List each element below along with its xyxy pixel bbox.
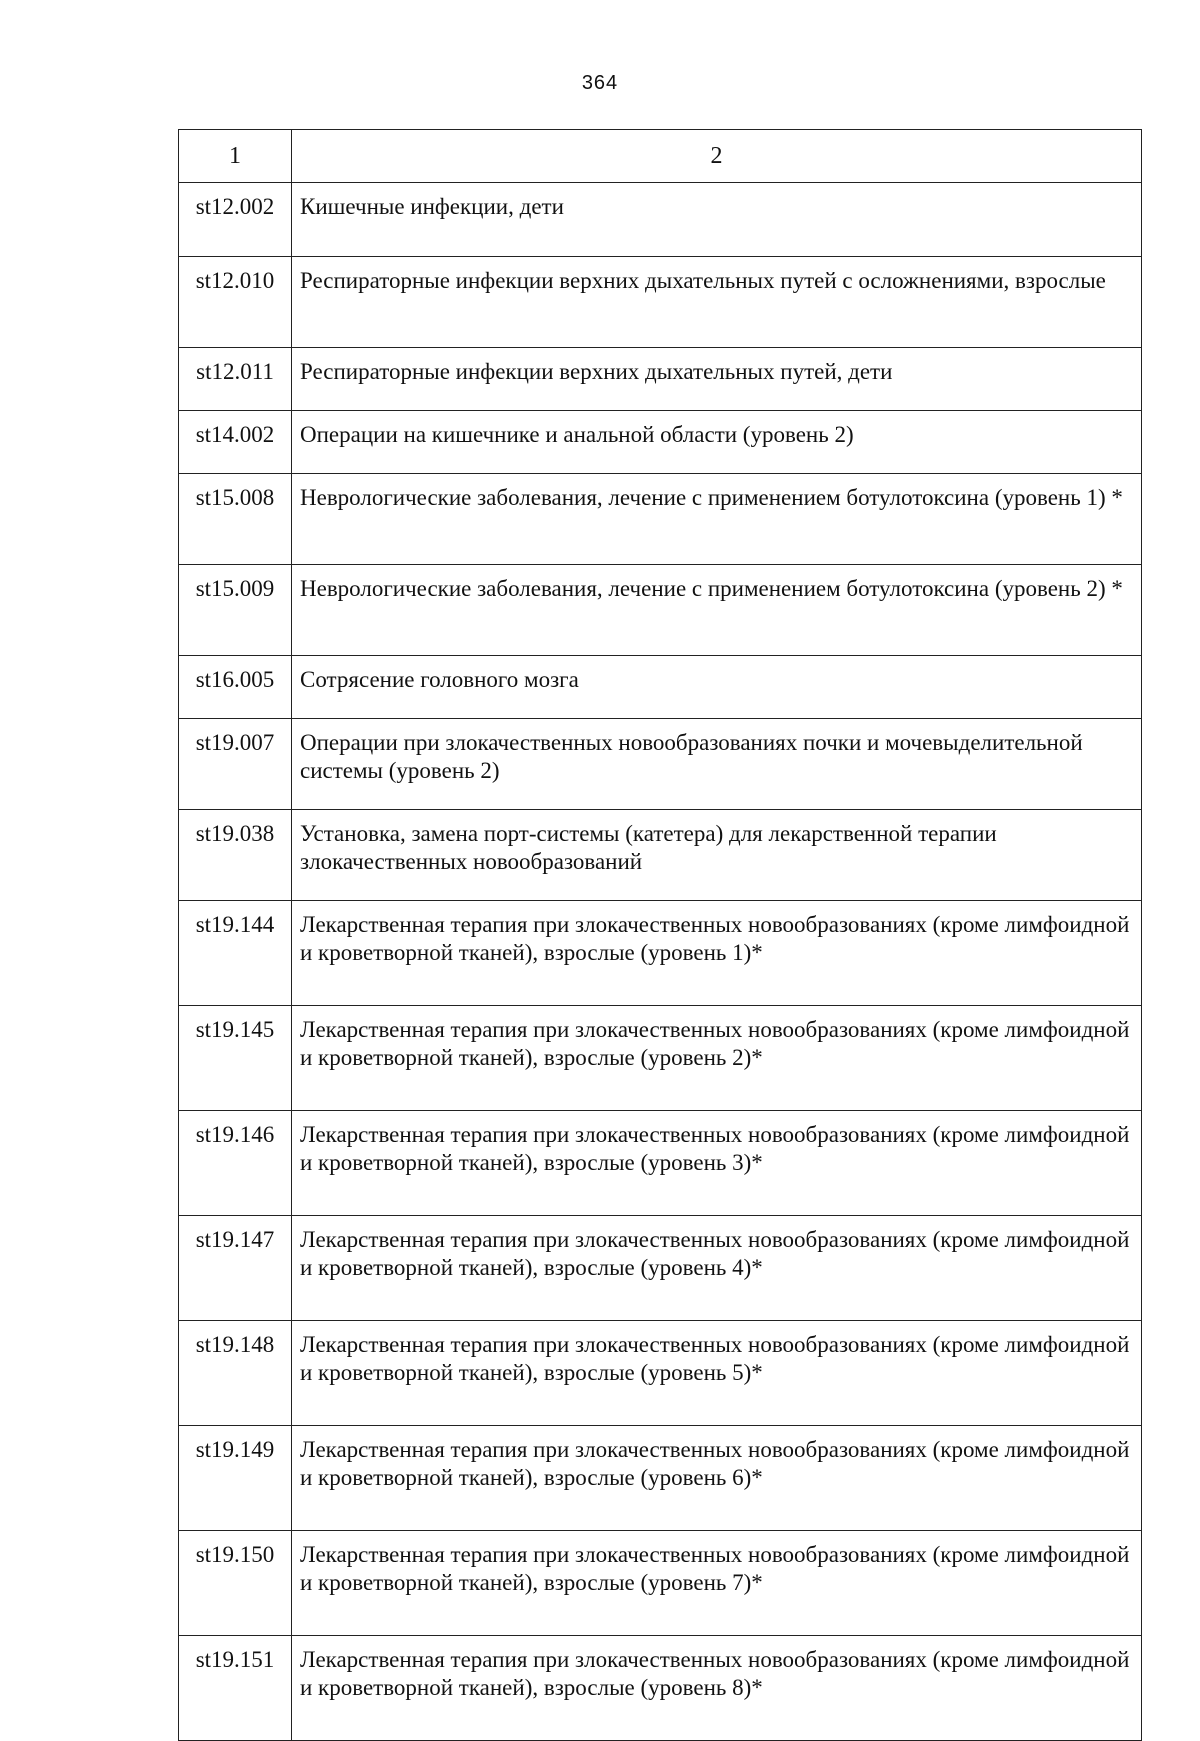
row-name: Лекарственная терапия при злокачественных новообразованиях (кроме лимфоидной и кроветворной тканей), взрослые (уровень 8)* [292, 1636, 1142, 1741]
row-name: Лекарственная терапия при злокачественных новообразованиях (кроме лимфоидной и кроветворной тканей), взрослые (уровень 5)* [292, 1321, 1142, 1426]
row-code: st19.151 [179, 1636, 292, 1741]
page-number: 364 [581, 72, 619, 94]
table-row [179, 565, 1142, 656]
row-name: Операции на кишечнике и анальной области (уровень 2) [292, 411, 1142, 474]
table-row [179, 474, 1142, 565]
row-name: Неврологические заболевания, лечение с применением ботулотоксина (уровень 2) * [292, 565, 1142, 656]
table-header-row [179, 130, 1142, 183]
row-code: st19.145 [179, 1006, 292, 1111]
row-name: Операции при злокачественных новообразованиях почки и мочевыделительной системы (уровень 2) [292, 719, 1142, 810]
row-code: st19.144 [179, 901, 292, 1006]
row-code: st19.150 [179, 1531, 292, 1636]
table-row [179, 1006, 1142, 1111]
row-name: Установка, замена порт-системы (катетера) для лекарственной терапии злокачественных новообразований [292, 810, 1142, 901]
row-code: st19.148 [179, 1321, 292, 1426]
table-row [179, 719, 1142, 810]
header-col-2: 2 [292, 130, 1142, 183]
table-row [179, 1636, 1142, 1741]
row-name: Кишечные инфекции, дети [292, 183, 1142, 257]
table-row [179, 257, 1142, 348]
row-code: st16.005 [179, 656, 292, 719]
row-name: Неврологические заболевания, лечение с применением ботулотоксина (уровень 1) * [292, 474, 1142, 565]
row-name: Респираторные инфекции верхних дыхательных путей, дети [292, 348, 1142, 411]
row-code: st19.147 [179, 1216, 292, 1321]
row-name: Лекарственная терапия при злокачественных новообразованиях (кроме лимфоидной и кроветворной тканей), взрослые (уровень 4)* [292, 1216, 1142, 1321]
table-row [179, 1216, 1142, 1321]
row-code: st19.038 [179, 810, 292, 901]
row-code: st14.002 [179, 411, 292, 474]
tariff-table [178, 129, 1142, 1741]
row-name: Лекарственная терапия при злокачественных новообразованиях (кроме лимфоидной и кроветворной тканей), взрослые (уровень 7)* [292, 1531, 1142, 1636]
row-code: st12.010 [179, 257, 292, 348]
row-code: st15.009 [179, 565, 292, 656]
row-code: st15.008 [179, 474, 292, 565]
row-name: Лекарственная терапия при злокачественных новообразованиях (кроме лимфоидной и кроветворной тканей), взрослые (уровень 3)* [292, 1111, 1142, 1216]
table-row [179, 348, 1142, 411]
row-code: st19.149 [179, 1426, 292, 1531]
table-row [179, 1111, 1142, 1216]
header-col-1: 1 [179, 130, 292, 183]
row-code: st19.146 [179, 1111, 292, 1216]
row-name: Респираторные инфекции верхних дыхательных путей с осложнениями, взрослые [292, 257, 1142, 348]
row-code: st12.011 [179, 348, 292, 411]
table-row [179, 656, 1142, 719]
row-code: st19.007 [179, 719, 292, 810]
table-row [179, 411, 1142, 474]
table-row [179, 1426, 1142, 1531]
row-name: Лекарственная терапия при злокачественных новообразованиях (кроме лимфоидной и кроветворной тканей), взрослые (уровень 2)* [292, 1006, 1142, 1111]
table-row [179, 1531, 1142, 1636]
table-row [179, 901, 1142, 1006]
row-code: st12.002 [179, 183, 292, 257]
row-name: Лекарственная терапия при злокачественных новообразованиях (кроме лимфоидной и кроветворной тканей), взрослые (уровень 6)* [292, 1426, 1142, 1531]
table-row [179, 810, 1142, 901]
row-name: Сотрясение головного мозга [292, 656, 1142, 719]
table-row [179, 1321, 1142, 1426]
row-name: Лекарственная терапия при злокачественных новообразованиях (кроме лимфоидной и кроветворной тканей), взрослые (уровень 1)* [292, 901, 1142, 1006]
table-row [179, 183, 1142, 257]
